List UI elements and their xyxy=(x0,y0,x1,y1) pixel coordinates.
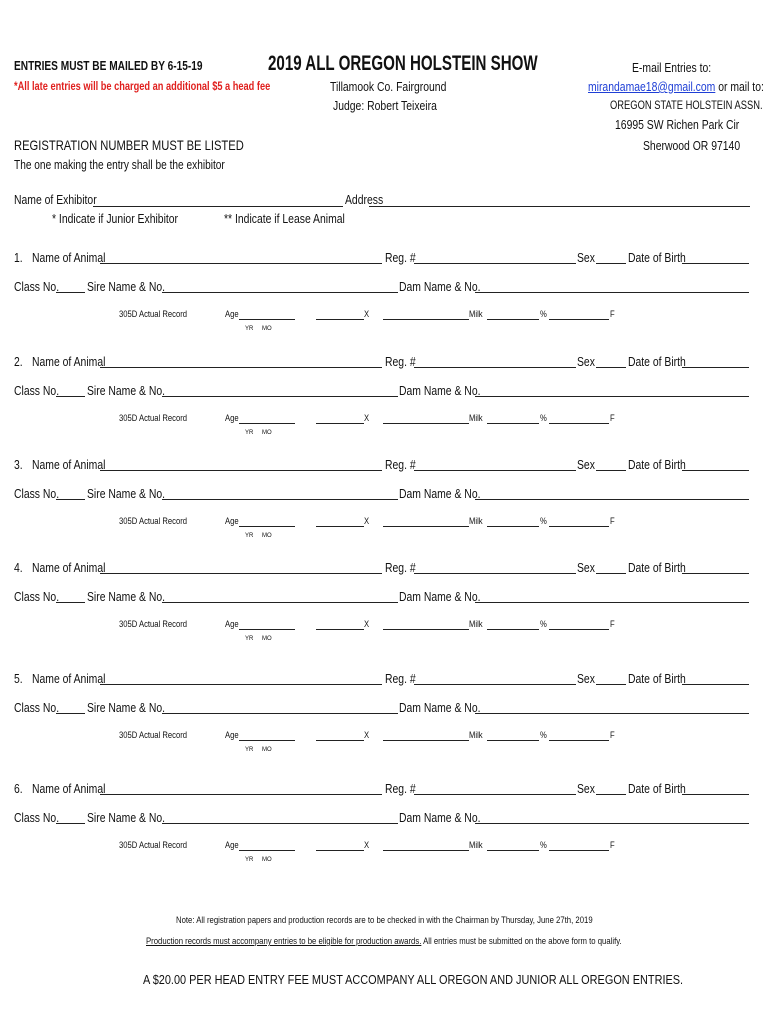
class-no-label: Class No. xyxy=(14,589,60,604)
animal-name-label: Name of Animal xyxy=(32,671,106,686)
percent-label: % xyxy=(540,730,547,740)
animal-name-label: Name of Animal xyxy=(32,250,106,265)
percent-label: % xyxy=(540,619,547,629)
f-label: F xyxy=(610,309,615,319)
production-requirement: Production records must accompany entries to be eligible for production awards. xyxy=(146,936,422,946)
dob-field[interactable] xyxy=(682,470,749,471)
class-no-label: Class No. xyxy=(14,279,60,294)
dob-field[interactable] xyxy=(682,794,749,795)
milk-label: Milk xyxy=(469,730,483,740)
email-line xyxy=(588,80,764,93)
reg-label: Reg. # xyxy=(385,671,416,686)
sex-label: Sex xyxy=(577,781,595,796)
sex-label: Sex xyxy=(577,354,595,369)
org-name: OREGON STATE HOLSTEIN ASSN. xyxy=(610,98,763,112)
days-field[interactable] xyxy=(316,850,364,851)
dam-field[interactable] xyxy=(475,602,749,603)
sire-label: Sire Name & No. xyxy=(87,279,166,294)
sire-field[interactable] xyxy=(162,499,398,500)
fat-field[interactable] xyxy=(549,850,609,851)
sex-field[interactable] xyxy=(596,573,626,574)
email-label: E-mail Entries to: xyxy=(632,60,712,75)
class-no-label: Class No. xyxy=(14,383,60,398)
animal-entry xyxy=(0,561,770,671)
page-title: 2019 ALL OREGON HOLSTEIN SHOW xyxy=(268,52,538,75)
dam-label: Dam Name & No. xyxy=(399,279,481,294)
f-label: F xyxy=(610,730,615,740)
reg-label: Reg. # xyxy=(385,354,416,369)
mo-label: MO xyxy=(262,533,272,539)
x-label: X xyxy=(364,413,370,423)
fat-field[interactable] xyxy=(549,526,609,527)
entry-number: 1. xyxy=(14,250,23,265)
yr-label: YR xyxy=(245,430,254,436)
sex-field[interactable] xyxy=(596,684,626,685)
dob-label: Date of Birth xyxy=(628,354,686,369)
reg-field[interactable] xyxy=(414,470,576,471)
mail-by-deadline: ENTRIES MUST BE MAILED BY 6-15-19 xyxy=(14,58,203,73)
late-fee-notice: *All late entries will be charged an additional $5 a head fee xyxy=(14,79,271,93)
dam-field[interactable] xyxy=(475,713,749,714)
age-label: Age xyxy=(225,516,239,526)
sex-field[interactable] xyxy=(596,263,626,264)
days-field[interactable] xyxy=(316,526,364,527)
mo-label: MO xyxy=(262,430,272,436)
animal-entry xyxy=(0,782,770,892)
fat-field[interactable] xyxy=(549,319,609,320)
entry-number: 5. xyxy=(14,671,23,686)
f-label: F xyxy=(610,413,615,423)
entry-number: 3. xyxy=(14,457,23,472)
age-label: Age xyxy=(225,309,239,319)
days-field[interactable] xyxy=(316,740,364,741)
fat-field[interactable] xyxy=(549,423,609,424)
sire-label: Sire Name & No. xyxy=(87,486,166,501)
class-no-field[interactable] xyxy=(56,602,85,603)
exhibitor-name-label: Name of Exhibitor xyxy=(14,192,97,207)
email-link[interactable]: mirandamae18@gmail.com xyxy=(588,79,716,94)
sire-field[interactable] xyxy=(162,602,398,603)
entry-number: 4. xyxy=(14,560,23,575)
sire-field[interactable] xyxy=(162,823,398,824)
days-field[interactable] xyxy=(316,319,364,320)
age-label: Age xyxy=(225,619,239,629)
org-city: Sherwood OR 97140 xyxy=(643,138,741,153)
dam-field[interactable] xyxy=(475,396,749,397)
entry-number: 6. xyxy=(14,781,23,796)
yr-label: YR xyxy=(245,636,254,642)
sire-label: Sire Name & No. xyxy=(87,810,166,825)
show-location: Tillamook Co. Fairground xyxy=(330,79,447,94)
age-label: Age xyxy=(225,730,239,740)
dob-label: Date of Birth xyxy=(628,457,686,472)
class-no-field[interactable] xyxy=(56,823,85,824)
class-no-field[interactable] xyxy=(56,396,85,397)
sex-label: Sex xyxy=(577,560,595,575)
dob-field[interactable] xyxy=(682,684,749,685)
sex-field[interactable] xyxy=(596,470,626,471)
address-label: Address xyxy=(345,192,384,207)
yr-label: YR xyxy=(245,533,254,539)
reg-field[interactable] xyxy=(414,684,576,685)
x-label: X xyxy=(364,840,370,850)
entry-fee-notice: A $20.00 PER HEAD ENTRY FEE MUST ACCOMPANY ALL OREGON AND JUNIOR ALL OREGON ENTRIES. xyxy=(143,972,684,987)
record-label: 305D Actual Record xyxy=(119,619,188,629)
x-label: X xyxy=(364,619,370,629)
record-label: 305D Actual Record xyxy=(119,516,188,526)
record-label: 305D Actual Record xyxy=(119,730,188,740)
animal-entry xyxy=(0,458,770,568)
days-field[interactable] xyxy=(316,629,364,630)
entry-number: 2. xyxy=(14,354,23,369)
mo-label: MO xyxy=(262,326,272,332)
sire-label: Sire Name & No. xyxy=(87,589,166,604)
class-no-field[interactable] xyxy=(56,499,85,500)
reg-label: Reg. # xyxy=(385,457,416,472)
milk-label: Milk xyxy=(469,840,483,850)
x-label: X xyxy=(364,516,370,526)
yr-label: YR xyxy=(245,857,254,863)
class-no-label: Class No. xyxy=(14,486,60,501)
class-no-label: Class No. xyxy=(14,700,60,715)
sex-field[interactable] xyxy=(596,794,626,795)
exhibitor-note: The one making the entry shall be the exhibitor xyxy=(14,157,225,172)
mo-label: MO xyxy=(262,636,272,642)
dob-label: Date of Birth xyxy=(628,250,686,265)
percent-field[interactable] xyxy=(487,740,539,741)
dam-label: Dam Name & No. xyxy=(399,486,481,501)
milk-field[interactable] xyxy=(383,740,469,741)
dob-field[interactable] xyxy=(682,367,749,368)
dob-label: Date of Birth xyxy=(628,560,686,575)
age-field[interactable] xyxy=(239,319,295,320)
age-field[interactable] xyxy=(239,629,295,630)
animal-entry xyxy=(0,251,770,361)
age-field[interactable] xyxy=(239,850,295,851)
mail-to-label: or mail to: xyxy=(715,79,764,94)
milk-label: Milk xyxy=(469,309,483,319)
sex-label: Sex xyxy=(577,457,595,472)
reg-field[interactable] xyxy=(414,263,576,264)
mo-label: MO xyxy=(262,857,272,863)
age-field[interactable] xyxy=(239,423,295,424)
milk-field[interactable] xyxy=(383,526,469,527)
animal-name-label: Name of Animal xyxy=(32,560,106,575)
exhibitor-name-field[interactable] xyxy=(93,206,343,207)
animal-name-label: Name of Animal xyxy=(32,354,106,369)
age-label: Age xyxy=(225,840,239,850)
f-label: F xyxy=(610,619,615,629)
class-no-field[interactable] xyxy=(56,713,85,714)
animal-name-field[interactable] xyxy=(100,367,382,368)
age-label: Age xyxy=(225,413,239,423)
dam-label: Dam Name & No. xyxy=(399,589,481,604)
milk-field[interactable] xyxy=(383,850,469,851)
x-label: X xyxy=(364,309,370,319)
sex-label: Sex xyxy=(577,250,595,265)
yr-label: YR xyxy=(245,326,254,332)
dob-label: Date of Birth xyxy=(628,671,686,686)
animal-entry xyxy=(0,672,770,782)
age-field[interactable] xyxy=(239,526,295,527)
milk-field[interactable] xyxy=(383,423,469,424)
animal-name-label: Name of Animal xyxy=(32,457,106,472)
milk-field[interactable] xyxy=(383,629,469,630)
record-label: 305D Actual Record xyxy=(119,309,188,319)
reg-field[interactable] xyxy=(414,573,576,574)
sire-field[interactable] xyxy=(162,713,398,714)
sex-field[interactable] xyxy=(596,367,626,368)
fat-field[interactable] xyxy=(549,629,609,630)
registration-note: REGISTRATION NUMBER MUST BE LISTED xyxy=(14,137,244,153)
dob-field[interactable] xyxy=(682,263,749,264)
record-label: 305D Actual Record xyxy=(119,840,188,850)
percent-field[interactable] xyxy=(487,319,539,320)
animal-name-field[interactable] xyxy=(100,263,382,264)
mo-label: MO xyxy=(262,747,272,753)
sire-label: Sire Name & No. xyxy=(87,700,166,715)
milk-label: Milk xyxy=(469,619,483,629)
animal-name-label: Name of Animal xyxy=(32,781,106,796)
reg-label: Reg. # xyxy=(385,560,416,575)
dam-field[interactable] xyxy=(475,823,749,824)
sire-field[interactable] xyxy=(162,396,398,397)
dam-field[interactable] xyxy=(475,292,749,293)
milk-field[interactable] xyxy=(383,319,469,320)
percent-field[interactable] xyxy=(487,629,539,630)
percent-field[interactable] xyxy=(487,850,539,851)
percent-label: % xyxy=(540,309,547,319)
dob-label: Date of Birth xyxy=(628,781,686,796)
class-no-field[interactable] xyxy=(56,292,85,293)
percent-label: % xyxy=(540,840,547,850)
milk-label: Milk xyxy=(469,516,483,526)
milk-label: Milk xyxy=(469,413,483,423)
junior-exhibitor-note: * Indicate if Junior Exhibitor xyxy=(52,211,179,226)
lease-animal-note: ** Indicate if Lease Animal xyxy=(224,211,345,226)
x-label: X xyxy=(364,730,370,740)
reg-label: Reg. # xyxy=(385,250,416,265)
percent-field[interactable] xyxy=(487,423,539,424)
fat-field[interactable] xyxy=(549,740,609,741)
percent-label: % xyxy=(540,516,547,526)
dam-label: Dam Name & No. xyxy=(399,383,481,398)
animal-name-field[interactable] xyxy=(100,573,382,574)
animal-name-field[interactable] xyxy=(100,684,382,685)
reg-field[interactable] xyxy=(414,794,576,795)
reg-field[interactable] xyxy=(414,367,576,368)
dam-label: Dam Name & No. xyxy=(399,700,481,715)
production-note xyxy=(146,937,622,946)
class-no-label: Class No. xyxy=(14,810,60,825)
dam-label: Dam Name & No. xyxy=(399,810,481,825)
sire-field[interactable] xyxy=(162,292,398,293)
age-field[interactable] xyxy=(239,740,295,741)
f-label: F xyxy=(610,516,615,526)
animal-entry xyxy=(0,355,770,465)
percent-field[interactable] xyxy=(487,526,539,527)
org-street: 16995 SW Richen Park Cir xyxy=(615,117,740,132)
percent-label: % xyxy=(540,413,547,423)
address-field[interactable] xyxy=(369,206,750,207)
yr-label: YR xyxy=(245,747,254,753)
sire-label: Sire Name & No. xyxy=(87,383,166,398)
f-label: F xyxy=(610,840,615,850)
reg-label: Reg. # xyxy=(385,781,416,796)
days-field[interactable] xyxy=(316,423,364,424)
animal-name-field[interactable] xyxy=(100,794,382,795)
dob-field[interactable] xyxy=(682,573,749,574)
record-label: 305D Actual Record xyxy=(119,413,188,423)
footer-note: Note: All registration papers and production records are to be checked in with the Chairman by Thursday, June 27th, 2019 xyxy=(176,915,593,925)
show-judge: Judge: Robert Teixeira xyxy=(333,98,437,113)
submission-requirement: All entries must be submitted on the above form to qualify. xyxy=(421,936,622,946)
dam-field[interactable] xyxy=(475,499,749,500)
animal-name-field[interactable] xyxy=(100,470,382,471)
sex-label: Sex xyxy=(577,671,595,686)
